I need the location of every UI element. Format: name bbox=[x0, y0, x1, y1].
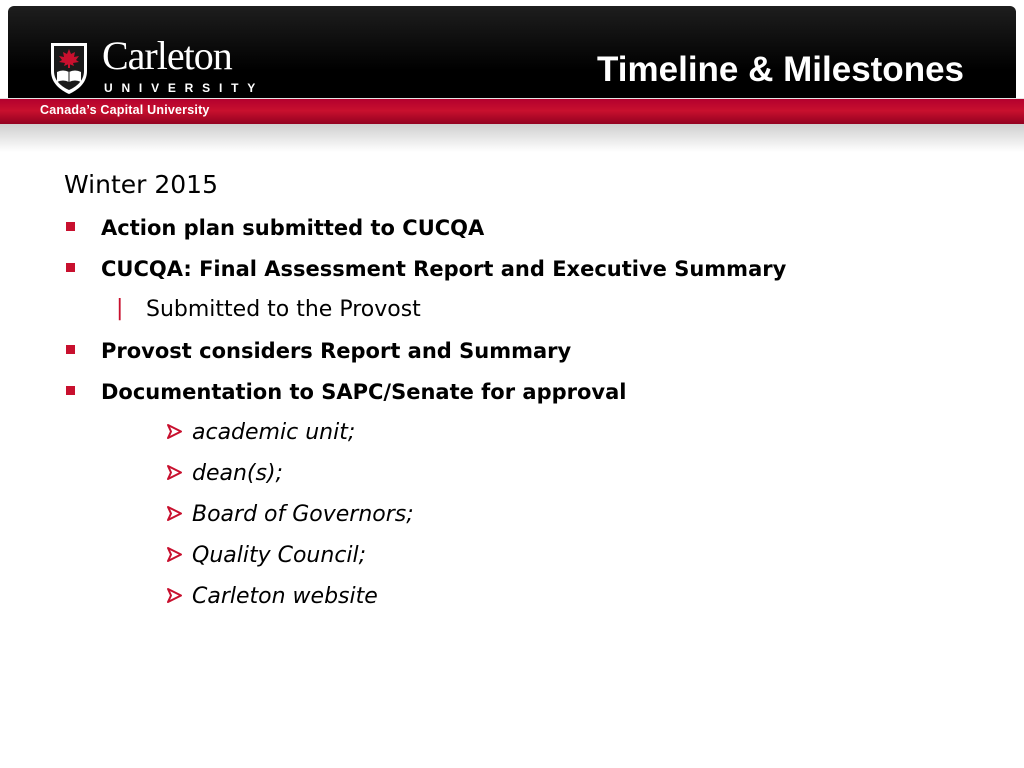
square-bullet-icon bbox=[66, 263, 75, 272]
arrow-bullet-icon bbox=[166, 423, 183, 440]
list-item-text: Documentation to SAPC/Senate for approval bbox=[101, 380, 627, 404]
square-bullet-icon bbox=[66, 386, 75, 395]
list-item bbox=[192, 543, 366, 568]
list-item-text: Submitted to the Provost bbox=[146, 297, 421, 322]
list-item-text: Quality Council; bbox=[192, 543, 367, 568]
list-item bbox=[192, 502, 414, 527]
list-item bbox=[101, 216, 484, 240]
list-item bbox=[101, 339, 571, 363]
list-item bbox=[192, 584, 378, 609]
square-bullet-icon bbox=[66, 345, 75, 354]
list-item-text: CUCQA: Final Assessment Report and Executive Summary bbox=[101, 257, 787, 281]
slide-title: Timeline & Milestones bbox=[597, 50, 964, 89]
arrow-bullet-icon bbox=[166, 505, 183, 522]
logo-subtitle: UNIVERSITY bbox=[104, 81, 265, 95]
square-bullet-icon bbox=[66, 222, 75, 231]
list-item bbox=[192, 461, 283, 486]
list-item-text: Action plan submitted to CUCQA bbox=[101, 216, 485, 240]
arrow-bullet-icon bbox=[166, 546, 183, 563]
vertical-bar-icon: | bbox=[116, 296, 124, 321]
list-item-text: Board of Governors; bbox=[192, 502, 414, 527]
list-item-text: Carleton website bbox=[192, 584, 378, 609]
list-item bbox=[101, 257, 786, 281]
list-item bbox=[192, 420, 355, 445]
list-item bbox=[101, 380, 626, 404]
section-heading: Winter 2015 bbox=[64, 170, 218, 199]
arrow-bullet-icon bbox=[166, 587, 183, 604]
list-item-text: Provost considers Report and Summary bbox=[101, 339, 572, 363]
logo-wordmark: Carleton bbox=[102, 33, 232, 78]
arrow-bullet-icon bbox=[166, 464, 183, 481]
tagline: Canada’s Capital University bbox=[40, 103, 210, 117]
list-item-text: academic unit; bbox=[192, 420, 356, 445]
list-item bbox=[116, 296, 421, 322]
list-item-text: dean(s); bbox=[192, 461, 283, 486]
